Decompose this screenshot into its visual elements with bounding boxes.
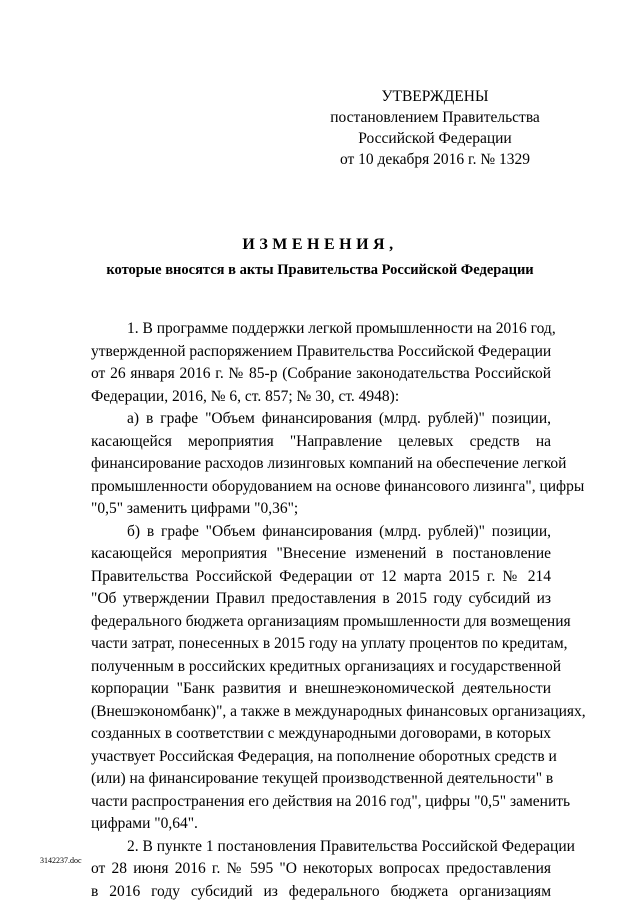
text-line: "Об утверждении Правил предоставления в 2015 году субсидий из: [91, 590, 551, 607]
text-line: от 28 июня 2016 г. № 595 "О некоторых вопросах предоставления: [91, 860, 551, 877]
text-line: цифрами "0,64".: [91, 815, 198, 832]
file-name-footer: 3142237.doc: [40, 856, 82, 865]
text-line: полученным в российских кредитных организациях и государственной: [91, 657, 562, 675]
text-line: б) в графе "Объем финансирования (млрд. рублей)" позиции,: [127, 522, 551, 540]
document-subtitle: которые вносятся в акты Правительства Российской Федерации: [106, 262, 534, 278]
text-line: федерального бюджета организациям промышленности для возмещения: [91, 612, 571, 630]
text-line: части распространения его действия на 2016 год", цифры "0,5" заменить: [91, 792, 571, 810]
text-line: части затрат, понесенных в 2015 году на уплату процентов по кредитам,: [91, 635, 568, 652]
text-line: от 26 января 2016 г. № 85-р (Собрание законодательства Российской: [91, 365, 551, 382]
approval-block: [300, 86, 570, 170]
approval-line: постановлением Правительства: [330, 109, 540, 126]
approval-line: Российской Федерации: [358, 130, 512, 147]
text-line: касающейся мероприятия "Внесение изменений в постановление: [91, 545, 551, 562]
text-line: касающейся мероприятия "Направление целевых средств на: [91, 432, 551, 450]
text-line: (или) на финансирование текущей производственной деятельности" в: [91, 770, 554, 787]
text-line: 1. В программе поддержки легкой промышленности на 2016 год,: [127, 320, 556, 337]
text-line: "0,5" заменить цифрами "0,36";: [91, 500, 299, 517]
approval-date-number: от 10 декабря 2016 г. № 1329: [339, 151, 531, 168]
text-line: Федерации, 2016, № 6, ст. 857; № 30, ст. 4948):: [91, 387, 400, 405]
text-line: финансирование расходов лизинговых компаний на обеспечение легкой: [91, 455, 567, 472]
text-line: созданных в соответствии с международными договорами, в которых: [91, 725, 551, 742]
text-line: в 2016 году субсидий из федерального бюджета организациям: [91, 882, 551, 900]
document-body: [91, 318, 586, 903]
approval-heading: УТВЕРЖДЕНЫ: [381, 88, 489, 105]
text-line: 2. В пункте 1 постановления Правительства Российской Федерации: [127, 837, 575, 855]
text-line: корпорации "Банк развития и внешнеэкономической деятельности: [91, 680, 551, 697]
text-line: промышленности оборудованием на основе финансового лизинга", цифры: [91, 477, 585, 495]
text-line: утвержденной распоряжением Правительства Российской Федерации: [91, 342, 552, 360]
document-title: ИЗМЕНЕНИЯ,: [242, 236, 398, 253]
text-line: Правительства Российской Федерации от 12 марта 2015 г. № 214: [91, 567, 551, 585]
text-line: участвует Российская Федерация, на пополнение оборотных средств и: [91, 747, 557, 765]
text-line: а) в графе "Объем финансирования (млрд. рублей)" позиции,: [127, 410, 551, 427]
text-line: (Внешэкономбанк)", а также в международных финансовых организациях,: [91, 702, 586, 720]
